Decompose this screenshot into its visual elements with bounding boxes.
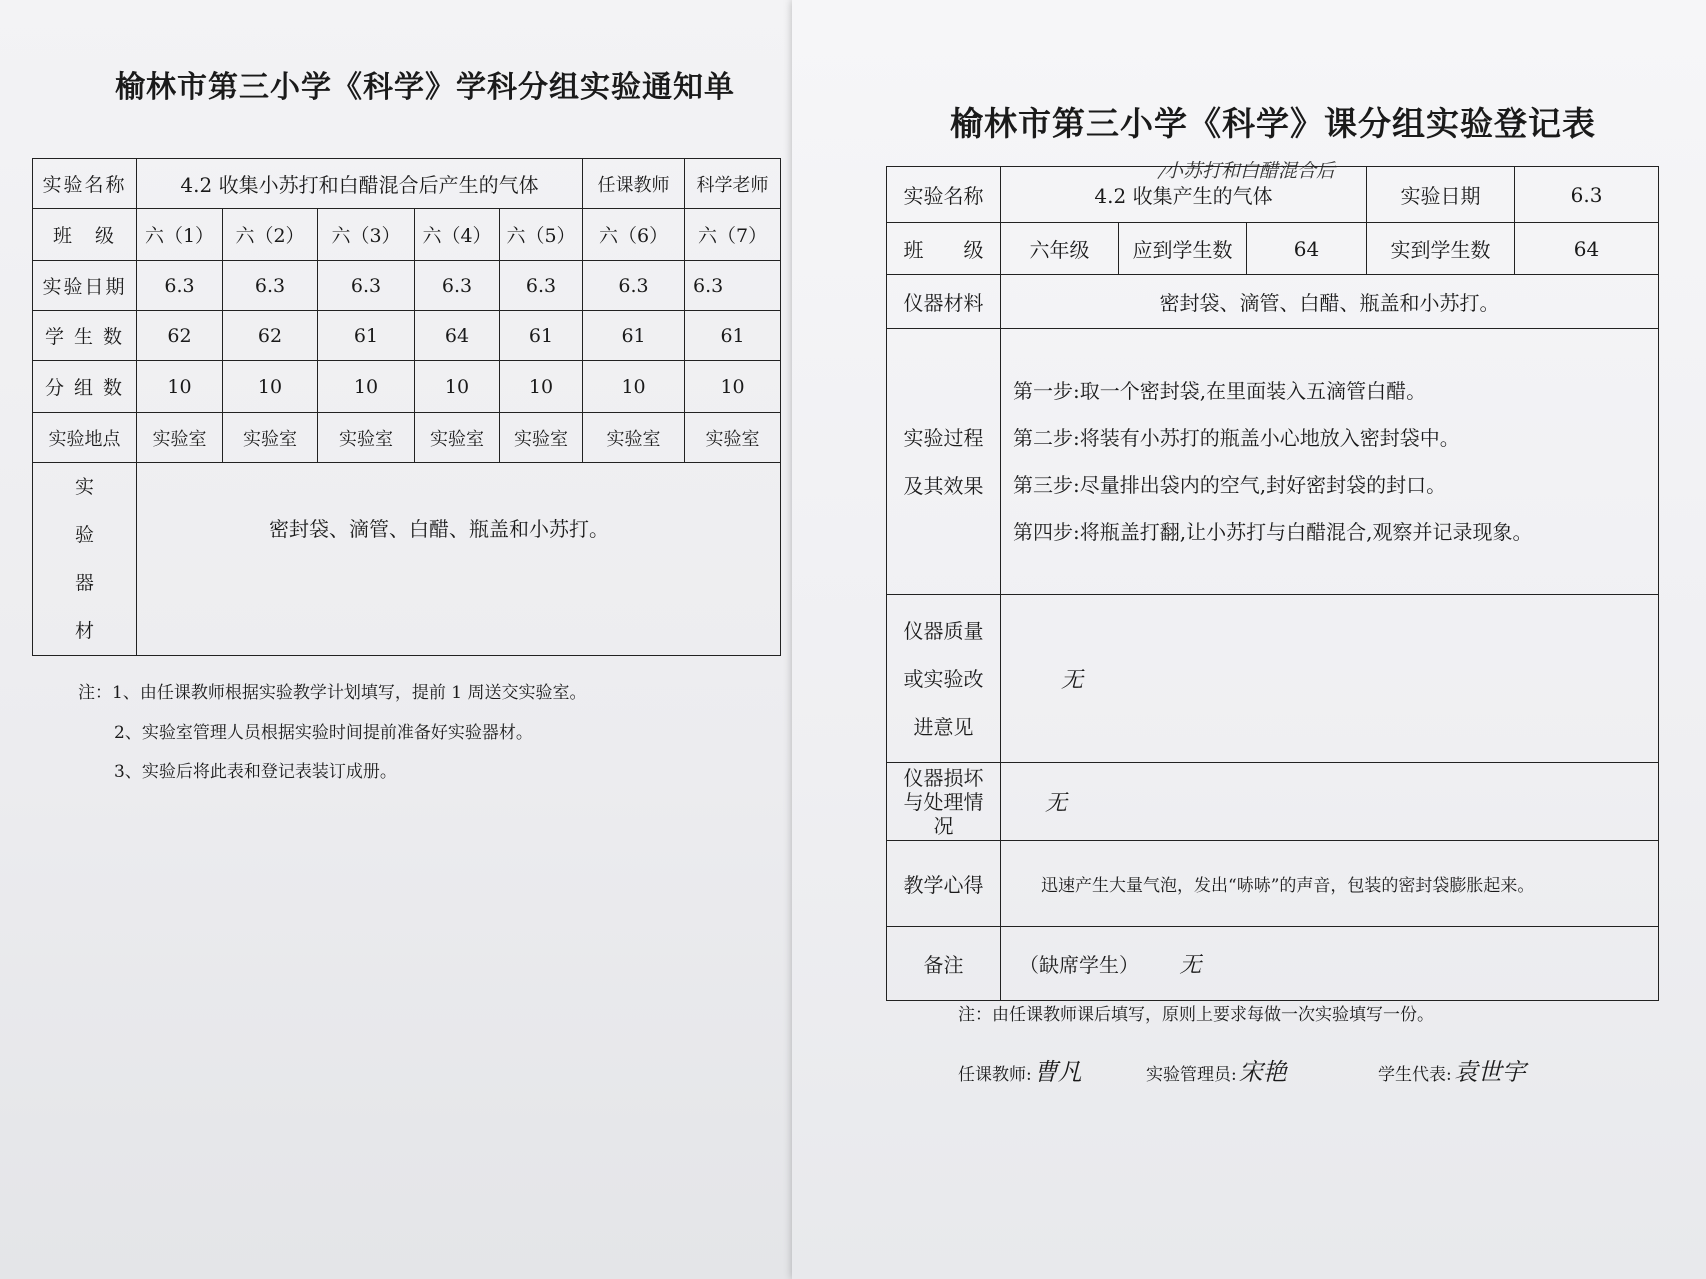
students-cell: 62 — [223, 311, 318, 361]
signature-teacher — [958, 1052, 1082, 1087]
label-teacher: 任课教师 — [583, 159, 685, 209]
signature-admin — [1146, 1052, 1287, 1087]
label-experiment-name: 实验名称 — [33, 159, 137, 209]
process-steps — [1001, 329, 1659, 595]
damage-value — [1001, 763, 1659, 841]
class-cell: 六（5） — [500, 209, 583, 261]
label-equipment-char: 实 — [74, 476, 94, 498]
process-step: 第四步:将瓶盖打翻,让小苏打与白醋混合,观察并记录现象。 — [1013, 519, 1533, 544]
notice-title: 榆林市第三小学《科学》学科分组实验通知单 — [115, 70, 735, 105]
equipment-value: 密封袋、滴管、白醋、瓶盖和小苏打。 — [137, 463, 781, 656]
label-date: 实验日期 — [1367, 167, 1515, 223]
date-cell: 6.3 — [415, 261, 500, 311]
groups-cell: 10 — [223, 361, 318, 413]
quality-handwriting: 无 — [1061, 668, 1084, 693]
class-cell: 六（1） — [137, 209, 223, 261]
signature-admin-label: 实验管理员: — [1146, 1065, 1237, 1085]
location-cell: 实验室 — [583, 413, 685, 463]
signature-teacher-handwriting: 曹凡 — [1033, 1058, 1082, 1086]
reflection-value: 迅速产生大量气泡，发出“哧哧”的声音，包装的密封袋膨胀起来。 — [1001, 841, 1659, 927]
class-cell: 六（2） — [223, 209, 318, 261]
students-cell: 62 — [137, 311, 223, 361]
label-equipment-char: 验 — [74, 524, 94, 546]
teacher-value: 科学老师 — [685, 159, 781, 209]
date-cell: 6.3 — [137, 261, 223, 311]
actual-value: 64 — [1515, 223, 1659, 275]
class-cell: 六（7） — [685, 209, 781, 261]
groups-cell: 10 — [500, 361, 583, 413]
signature-teacher-label: 任课教师: — [958, 1065, 1032, 1085]
groups-cell: 10 — [583, 361, 685, 413]
process-step: 第二步:将装有小苏打的瓶盖小心地放入密封袋中。 — [1013, 425, 1460, 450]
groups-cell: 10 — [137, 361, 223, 413]
class-cell: 六（3） — [318, 209, 415, 261]
label-equipment-char: 材 — [74, 620, 94, 642]
label-materials: 仪器材料 — [887, 275, 1001, 329]
signature-student — [1378, 1052, 1526, 1087]
students-cell: 61 — [583, 311, 685, 361]
class-cell: 六（4） — [415, 209, 500, 261]
label-damage — [887, 763, 1001, 841]
record-table — [886, 166, 1659, 1001]
process-step: 第三步:尽量排出袋内的空气,封好密封袋的封口。 — [1013, 472, 1447, 497]
groups-cell: 10 — [685, 361, 781, 413]
location-cell: 实验室 — [318, 413, 415, 463]
label-location: 实验地点 — [33, 413, 137, 463]
label-experiment-name: 实验名称 — [887, 167, 1001, 223]
location-cell: 实验室 — [137, 413, 223, 463]
students-cell: 61 — [685, 311, 781, 361]
label-quality-line: 或实验改 — [903, 666, 984, 691]
label-process — [887, 329, 1001, 595]
damage-handwriting: 无 — [1045, 791, 1068, 816]
location-cell: 实验室 — [685, 413, 781, 463]
label-actual: 实到学生数 — [1367, 223, 1515, 275]
label-damage-line: 仪器损坏 — [903, 765, 984, 790]
notice-note-2: 2、实验室管理人员根据实验时间提前准备好实验器材。 — [114, 723, 533, 743]
notice-note-3: 3、实验后将此表和登记表装订成册。 — [114, 762, 397, 782]
date-cell: 6.3 — [685, 261, 781, 311]
signature-student-label: 学生代表: — [1378, 1065, 1452, 1085]
groups-cell: 10 — [318, 361, 415, 413]
label-expected: 应到学生数 — [1119, 223, 1247, 275]
remarks-value — [1001, 927, 1659, 1001]
remarks-handwriting: 无 — [1179, 953, 1202, 978]
date-cell: 6.3 — [223, 261, 318, 311]
expected-value: 64 — [1247, 223, 1367, 275]
record-note: 注：由任课教师课后填写，原则上要求每做一次实验填写一份。 — [958, 1005, 1434, 1025]
notice-table — [32, 158, 781, 656]
date-cell: 6.3 — [318, 261, 415, 311]
label-damage-line: 与处理情 — [903, 789, 984, 814]
label-reflection: 教学心得 — [887, 841, 1001, 927]
label-remarks: 备注 — [887, 927, 1001, 1001]
handwritten-insert: 小苏打和白醋混合后 — [1164, 160, 1336, 182]
label-quality-line: 进意见 — [913, 714, 974, 739]
label-class: 班 级 — [33, 209, 137, 261]
date-cell: 6.3 — [500, 261, 583, 311]
location-cell: 实验室 — [500, 413, 583, 463]
experiment-name-value: 4.2 收集小苏打和白醋混合后产生的气体 — [137, 159, 583, 209]
label-process-line: 及其效果 — [903, 473, 984, 498]
location-cell: 实验室 — [415, 413, 500, 463]
signature-student-handwriting: 袁世宇 — [1453, 1058, 1526, 1086]
date-value: 6.3 — [1515, 167, 1659, 223]
label-equipment — [33, 463, 137, 656]
class-value: 六年级 — [1001, 223, 1119, 275]
date-cell: 6.3 — [583, 261, 685, 311]
students-cell: 61 — [500, 311, 583, 361]
label-equipment-char: 器 — [74, 572, 94, 594]
notice-note-1: 注：1、由任课教师根据实验教学计划填写，提前 1 周送交实验室。 — [78, 683, 587, 703]
groups-cell: 10 — [415, 361, 500, 413]
record-title: 榆林市第三小学《科学》课分组实验登记表 — [950, 104, 1596, 143]
label-quality — [887, 595, 1001, 763]
students-cell: 61 — [318, 311, 415, 361]
signature-admin-handwriting: 宋艳 — [1238, 1058, 1287, 1086]
label-quality-line: 仪器质量 — [903, 618, 984, 643]
students-cell: 64 — [415, 311, 500, 361]
experiment-name-value: 4.2 收集产生的气体 — [1001, 167, 1367, 223]
label-process-line: 实验过程 — [903, 425, 984, 450]
label-date: 实验日期 — [33, 261, 137, 311]
process-step: 第一步:取一个密封袋,在里面装入五滴管白醋。 — [1013, 378, 1427, 403]
class-cell: 六（6） — [583, 209, 685, 261]
label-students: 学 生 数 — [33, 311, 137, 361]
remarks-absent-label: （缺席学生） — [1019, 953, 1139, 977]
label-groups: 分 组 数 — [33, 361, 137, 413]
quality-value — [1001, 595, 1659, 763]
materials-value: 密封袋、滴管、白醋、瓶盖和小苏打。 — [1001, 275, 1659, 329]
label-class: 班 级 — [887, 223, 1001, 275]
label-damage-line: 况 — [933, 813, 954, 838]
location-cell: 实验室 — [223, 413, 318, 463]
